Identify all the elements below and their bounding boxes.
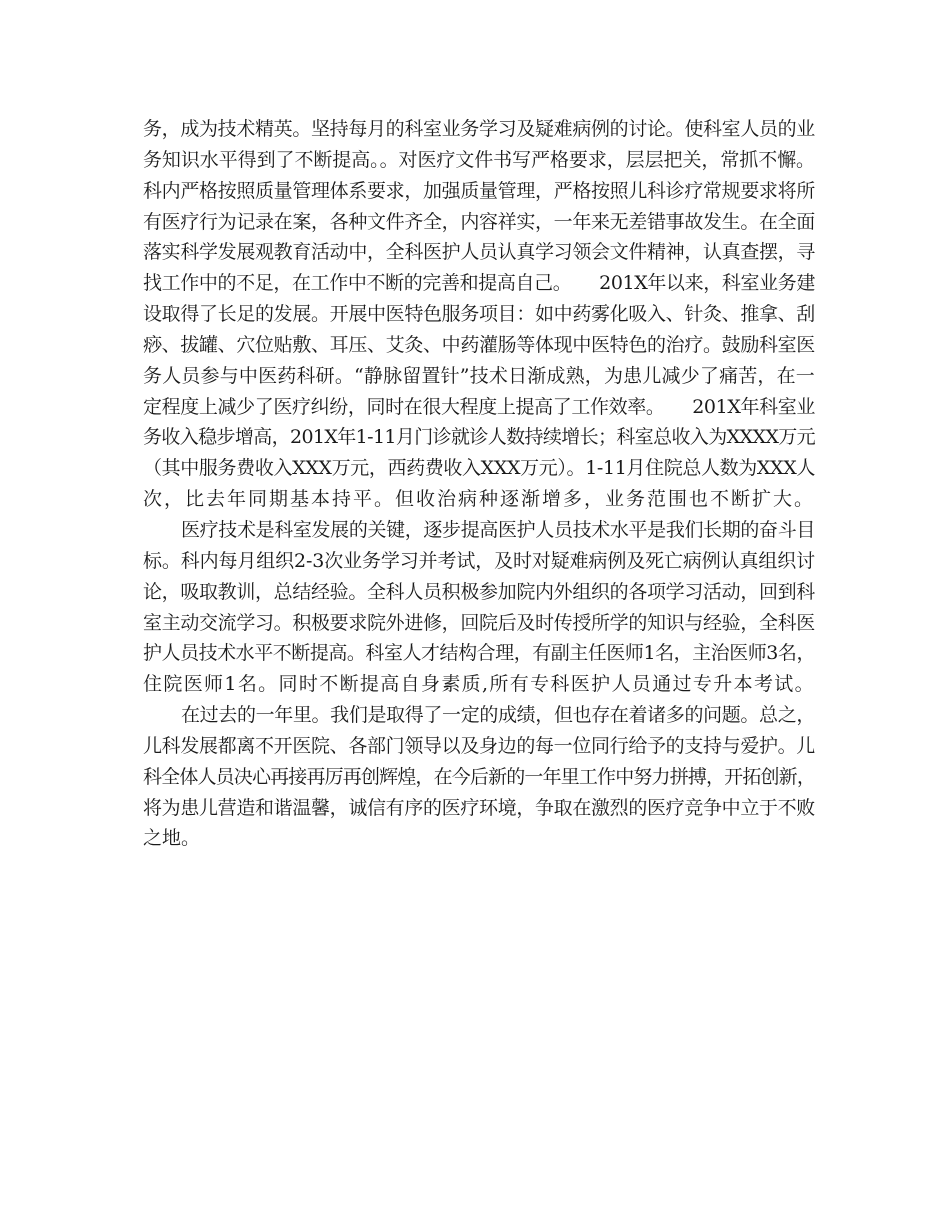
text-line: 室主动交流学习。积极要求院外进修，回院后及时传授所学的知识与经验，全科医 <box>143 611 815 634</box>
text-line: 之地。 <box>143 827 201 850</box>
text-line: 儿科发展都离不开医院、各部门领导以及身边的每一位同行给予的支持与爱护。儿 <box>143 734 815 757</box>
text-line: 住院医师1名。同时不断提高自身素质,所有专科医护人员通过专升本考试。 <box>143 673 815 696</box>
text-line: 务知识水平得到了不断提高。。对医疗文件书写严格要求，层层把关，常抓不懈。 <box>143 148 815 171</box>
text-line: 痧、拔罐、穴位贴敷、耳压、艾灸、中药灌肠等体现中医特色的治疗。鼓励科室医 <box>143 333 815 356</box>
text-line: 务收入稳步增高，201X年1-11月门诊就诊人数持续增长；科室总收入为XXXX万元 <box>143 426 815 449</box>
text-line: 科全体人员决心再接再厉再创辉煌，在今后新的一年里工作中努力拼搏，开拓创新， <box>143 765 815 788</box>
text-line: 在过去的一年里。我们是取得了一定的成绩，但也存在着诸多的问题。总之， <box>181 704 815 727</box>
text-line: 标。科内每月组织2-3次业务学习并考试，及时对疑难病例及死亡病例认真组织讨 <box>143 549 815 572</box>
text-line: 设取得了长足的发展。开展中医特色服务项目：如中药雾化吸入、针灸、推拿、刮 <box>143 303 815 326</box>
text-line: 论，吸取教训，总结经验。全科人员积极参加院内外组织的各项学习活动，回到科 <box>143 580 815 603</box>
text-line: 定程度上减少了医疗纠纷，同时在很大程度上提高了工作效率。 201X年科室业 <box>143 395 815 418</box>
text-line: 次，比去年同期基本持平。但收治病种逐渐增多，业务范围也不断扩大。 <box>143 488 815 511</box>
text-line: （其中服务费收入XXX万元，西药费收入XXX万元）。1-11月住院总人数为XXX人 <box>143 457 815 480</box>
text-line: 科内严格按照质量管理体系要求，加强质量管理，严格按照儿科诊疗常规要求将所 <box>143 179 815 202</box>
text-line: 务，成为技术精英。坚持每月的科室业务学习及疑难病例的讨论。使科室人员的业 <box>143 118 815 140</box>
text-line: 务人员参与中医药科研。“静脉留置针”技术日渐成熟，为患儿减少了痛苦，在一 <box>143 364 815 387</box>
text-line: 落实科学发展观教育活动中，全科医护人员认真学习领会文件精神，认真查摆，寻 <box>143 241 815 264</box>
body-text <box>143 114 815 854</box>
text-line: 找工作中的不足，在工作中不断的完善和提高自己。 201X年以来，科室业务建 <box>143 272 815 295</box>
text-line: 医疗技术是科室发展的关键，逐步提高医护人员技术水平是我们长期的奋斗目 <box>181 518 815 541</box>
text-line: 有医疗行为记录在案，各种文件齐全，内容祥实，一年来无差错事故发生。在全面 <box>143 210 815 233</box>
text-line: 将为患儿营造和谐温馨，诚信有序的医疗环境，争取在激烈的医疗竞争中立于不败 <box>143 796 815 819</box>
text-line: 护人员技术水平不断提高。科室人才结构合理，有副主任医师1名，主治医师3名， <box>143 642 815 665</box>
